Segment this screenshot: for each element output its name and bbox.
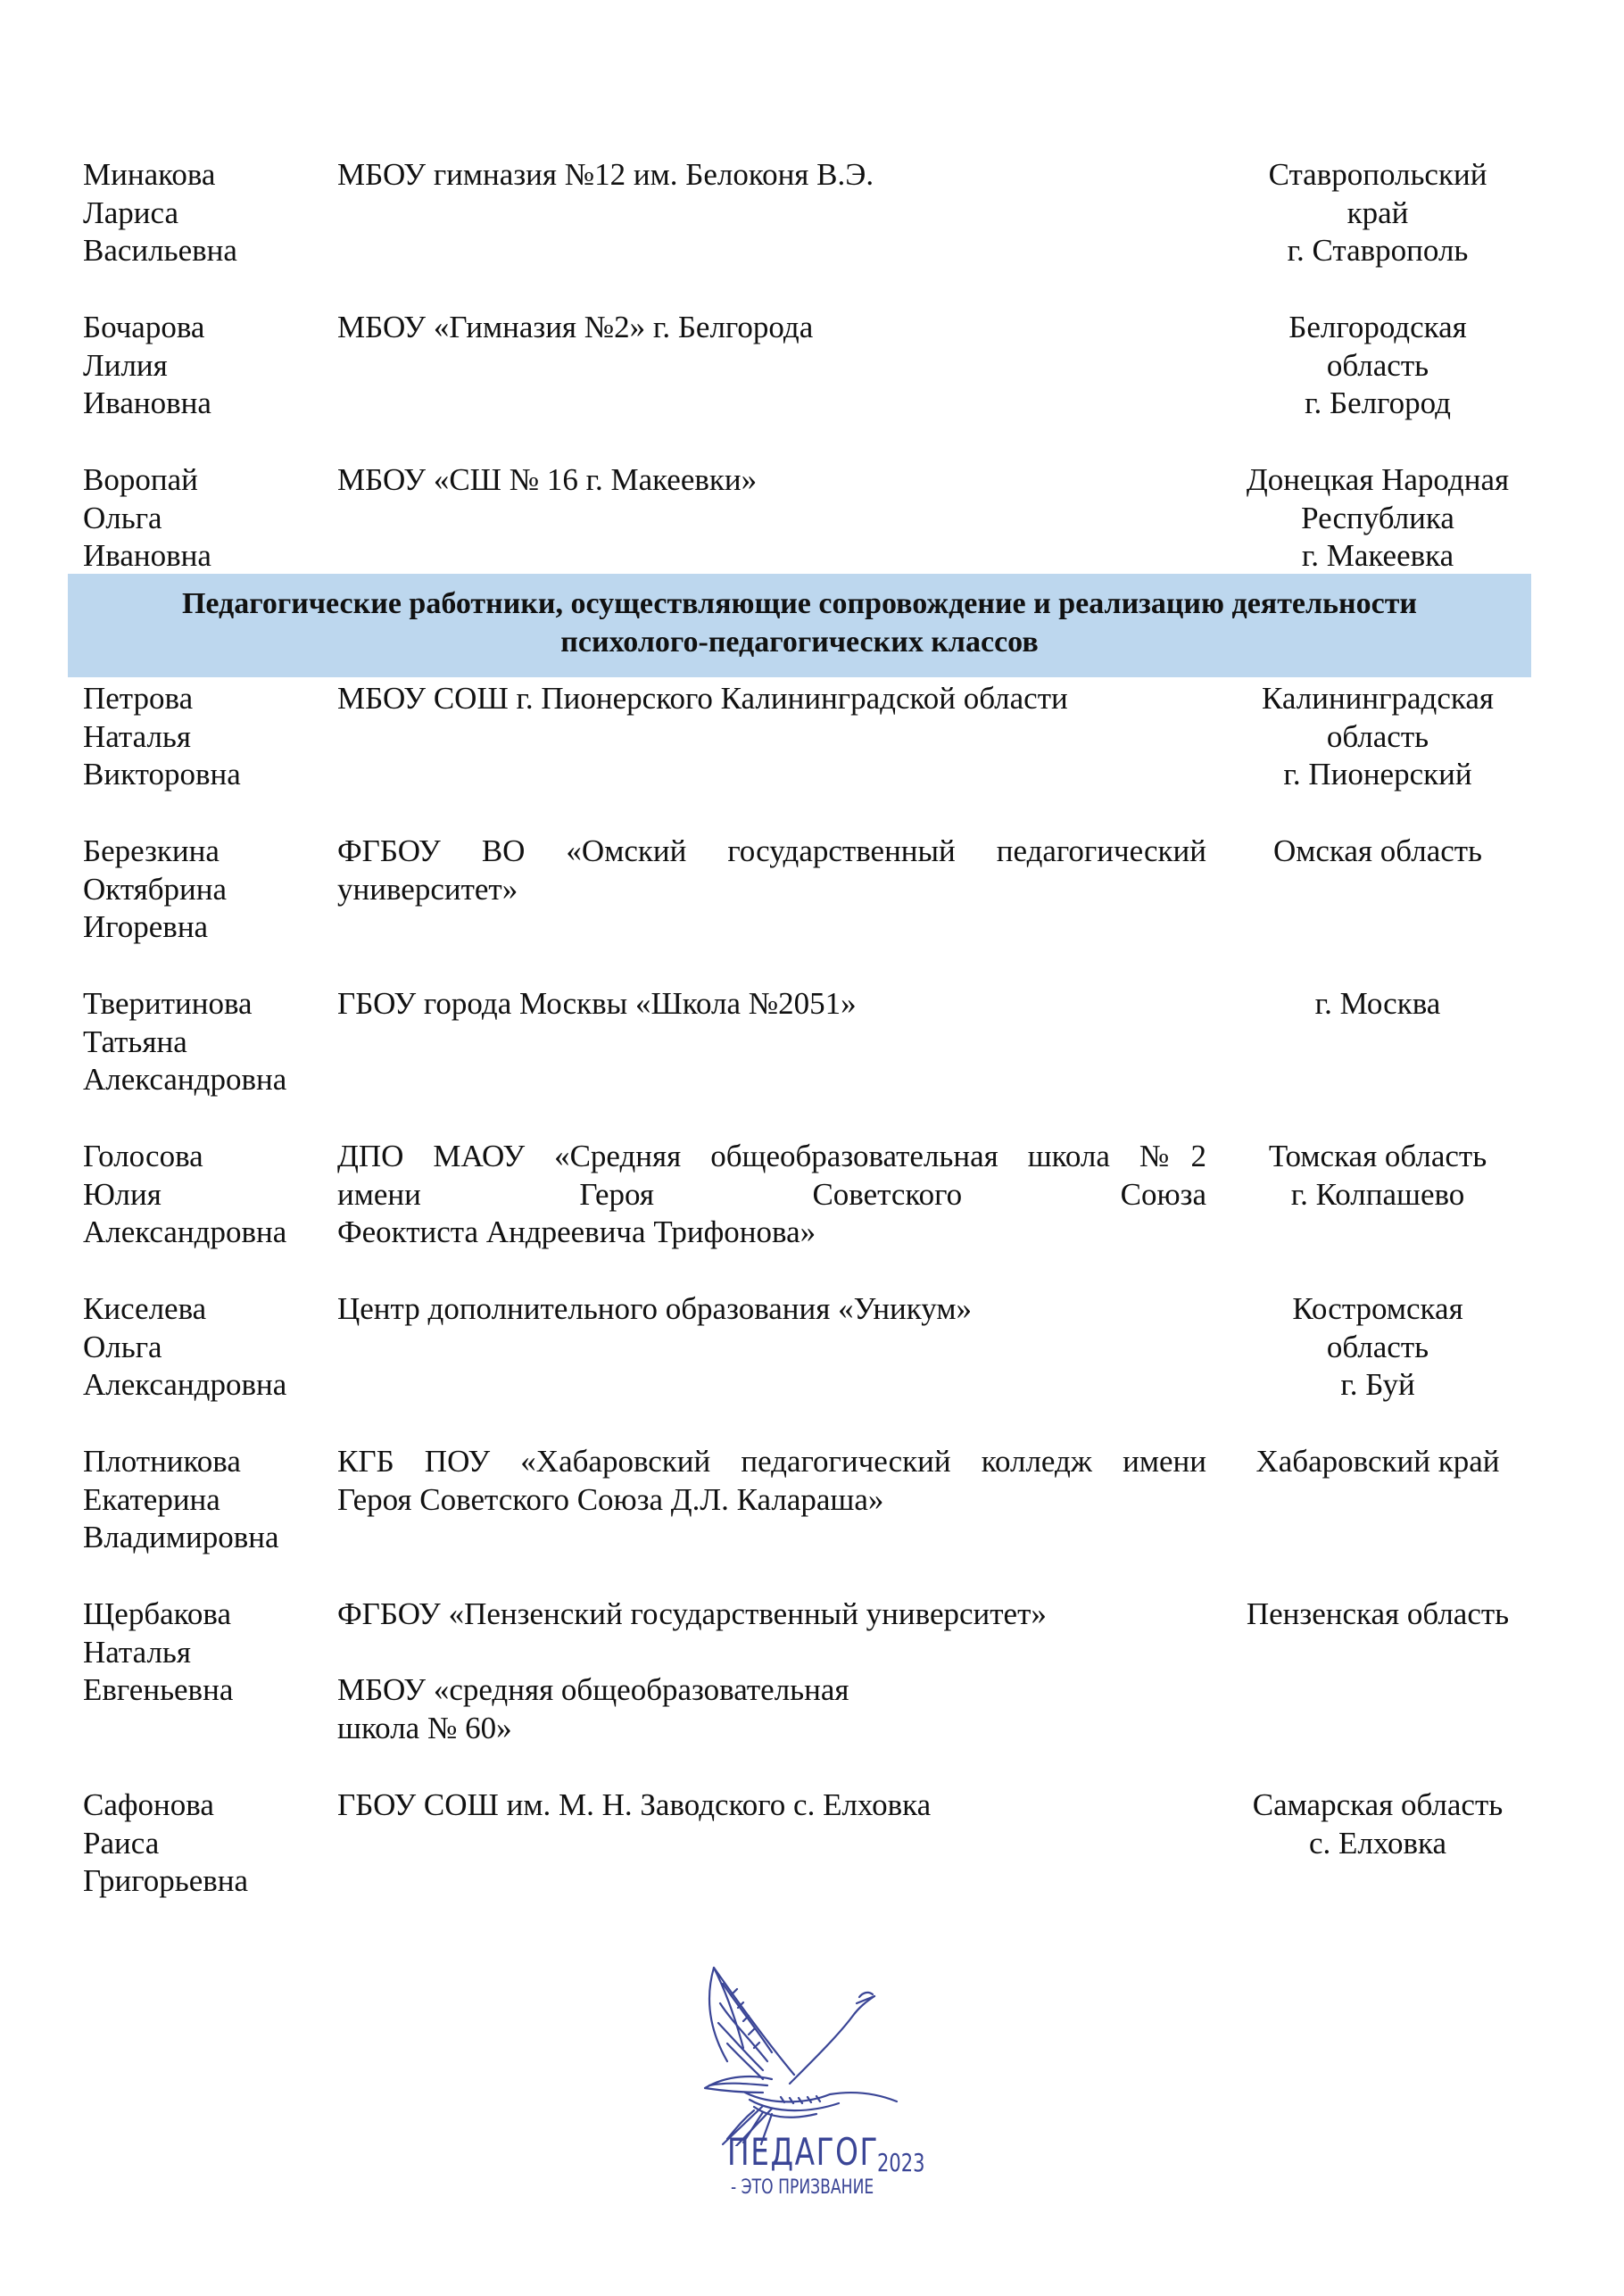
section-heading bbox=[68, 574, 1531, 677]
section-heading-line: психолого-педагогических классов bbox=[560, 626, 1039, 659]
region-line: область bbox=[1326, 718, 1429, 754]
region bbox=[1226, 1290, 1529, 1405]
first-name: Наталья bbox=[83, 1634, 191, 1670]
region bbox=[1226, 156, 1529, 270]
logo-year: 2023 bbox=[877, 2148, 925, 2177]
person-name bbox=[83, 309, 311, 423]
section-heading-line: Педагогические работники, осуществляющие сопровождение и реализацию деятельности bbox=[181, 587, 1418, 620]
organization-line: ДПО МАОУ «Средняя общеобразовательная школа №2 bbox=[337, 1139, 1206, 1173]
region-line: Пензенская область bbox=[1246, 1596, 1510, 1631]
first-name: Октябрина bbox=[83, 871, 228, 907]
organization-line: Центр дополнительного образования «Уникум» bbox=[337, 1291, 972, 1326]
surname: Щербакова bbox=[83, 1596, 232, 1631]
region-line: Томская область bbox=[1268, 1139, 1487, 1173]
region-line: область bbox=[1326, 1329, 1429, 1364]
organization bbox=[337, 309, 1206, 347]
surname: Сафонова bbox=[83, 1787, 214, 1822]
surname: Киселева bbox=[83, 1291, 207, 1326]
patronymic: Ивановна bbox=[83, 385, 211, 420]
surname: Бочарова bbox=[83, 310, 205, 344]
region-line: Донецкая Народная bbox=[1246, 462, 1510, 497]
patronymic: Александровна bbox=[83, 1367, 287, 1402]
person-name bbox=[83, 461, 311, 576]
patronymic: Александровна bbox=[83, 1062, 287, 1097]
organization-line: МБОУ «средняя общеобразовательная bbox=[337, 1672, 849, 1707]
region-line: Хабаровский край bbox=[1255, 1444, 1500, 1479]
first-name: Лариса bbox=[83, 195, 178, 230]
region-line: Республика bbox=[1301, 500, 1454, 535]
organization-line: МБОУ «СШ № 16 г. Макеевки» bbox=[337, 462, 758, 497]
organization bbox=[337, 1443, 1206, 1519]
region bbox=[1226, 680, 1529, 794]
organization-line: университет» bbox=[337, 871, 518, 907]
organization-line: МБОУ СОШ г. Пионерского Калининградской области bbox=[337, 681, 1068, 716]
region-line: г. Москва bbox=[1314, 986, 1441, 1021]
region-line: г. Макеевка bbox=[1301, 538, 1454, 573]
region-line: Белгородская bbox=[1288, 310, 1467, 344]
region bbox=[1226, 461, 1529, 576]
region bbox=[1226, 1596, 1529, 1634]
logo-subtitle: - ЭТО ПРИЗВАНИЕ bbox=[731, 2176, 874, 2199]
person-name bbox=[83, 680, 311, 794]
person-name bbox=[83, 1138, 311, 1252]
patronymic: Васильевна bbox=[83, 233, 237, 268]
surname: Плотникова bbox=[83, 1444, 241, 1479]
patronymic: Григорьевна bbox=[83, 1863, 249, 1898]
person-name bbox=[83, 1786, 311, 1901]
region-line: Омская область bbox=[1272, 833, 1483, 868]
region-line: г. Ставрополь bbox=[1287, 233, 1469, 268]
region-line: край bbox=[1346, 195, 1409, 230]
region-line: г. Буй bbox=[1340, 1367, 1415, 1402]
region-line: с. Елховка bbox=[1308, 1825, 1447, 1861]
patronymic: Викторовна bbox=[83, 757, 241, 792]
organization-line: КГБ ПОУ «Хабаровский педагогический колледж имени bbox=[337, 1444, 1206, 1479]
organization-line: ГБОУ города Москвы «Школа №2051» bbox=[337, 986, 857, 1021]
region bbox=[1226, 309, 1529, 423]
organization-line: ФГБОУ ВО «Омский государственный педагогический bbox=[337, 833, 1206, 868]
organization-line: МБОУ гимназия №12 им. Белоконя В.Э. bbox=[337, 157, 874, 192]
region bbox=[1226, 1786, 1529, 1862]
first-name: Юлия bbox=[83, 1176, 162, 1212]
surname: Минакова bbox=[83, 157, 216, 192]
surname: Петрова bbox=[83, 681, 194, 716]
organization bbox=[337, 1786, 1206, 1825]
surname: Березкина bbox=[83, 833, 220, 868]
first-name: Лилия bbox=[83, 347, 168, 383]
organization-line: школа № 60» bbox=[337, 1710, 512, 1745]
organization bbox=[337, 985, 1206, 1024]
first-name: Раиса bbox=[83, 1825, 160, 1861]
first-name: Екатерина bbox=[83, 1481, 220, 1517]
organization-line: Феоктиста Андреевича Трифонова» bbox=[337, 1214, 816, 1249]
region-line: г. Колпашево bbox=[1290, 1176, 1465, 1212]
first-name: Наталья bbox=[83, 718, 191, 754]
patronymic: Ивановна bbox=[83, 538, 211, 573]
region bbox=[1226, 833, 1529, 871]
patronymic: Владимировна bbox=[83, 1520, 279, 1554]
region-line: Костромская bbox=[1292, 1291, 1463, 1326]
patronymic: Александровна bbox=[83, 1214, 287, 1249]
organization bbox=[337, 1596, 1206, 1747]
region-line: Ставропольский bbox=[1268, 157, 1487, 192]
person-name bbox=[83, 156, 311, 270]
region bbox=[1226, 1138, 1529, 1214]
first-name: Ольга bbox=[83, 1329, 162, 1364]
first-name: Татьяна bbox=[83, 1024, 187, 1059]
region-line: область bbox=[1326, 347, 1429, 383]
region-line: г. Пионерский bbox=[1283, 757, 1472, 792]
region bbox=[1226, 1443, 1529, 1481]
person-name bbox=[83, 1290, 311, 1405]
region-line: Калининградская bbox=[1262, 681, 1494, 716]
crane-icon bbox=[638, 1941, 959, 2146]
organization bbox=[337, 461, 1206, 500]
person-name bbox=[83, 1596, 311, 1710]
first-name: Ольга bbox=[83, 500, 162, 535]
surname: Тверитинова bbox=[83, 986, 253, 1021]
region-line: г. Белгород bbox=[1305, 385, 1451, 420]
organization-line: имени Героя Советского Союза bbox=[337, 1176, 1206, 1212]
surname: Воропай bbox=[83, 462, 198, 497]
logo bbox=[638, 1941, 959, 2253]
patronymic: Евгеньевна bbox=[83, 1672, 234, 1707]
organization bbox=[337, 156, 1206, 195]
organization-line: Героя Советского Союза Д.Л. Калараша» bbox=[337, 1481, 884, 1517]
patronymic: Игоревна bbox=[83, 909, 209, 944]
region bbox=[1226, 985, 1529, 1024]
surname: Голосова bbox=[83, 1139, 203, 1173]
organization bbox=[337, 833, 1206, 908]
organization bbox=[337, 680, 1206, 718]
person-name bbox=[83, 985, 311, 1099]
region-line: Самарская область bbox=[1252, 1787, 1504, 1822]
organization-line: ГБОУ СОШ им. М. Н. Заводского с. Елховка bbox=[337, 1787, 932, 1822]
organization bbox=[337, 1290, 1206, 1329]
person-name bbox=[83, 833, 311, 947]
organization bbox=[337, 1138, 1206, 1252]
organization-line: МБОУ «Гимназия №2» г. Белгорода bbox=[337, 310, 814, 344]
person-name bbox=[83, 1443, 311, 1557]
logo-title: ПЕДАГОГ bbox=[727, 2130, 880, 2174]
organization-line: ФГБОУ «Пензенский государственный университет» bbox=[337, 1596, 1047, 1631]
